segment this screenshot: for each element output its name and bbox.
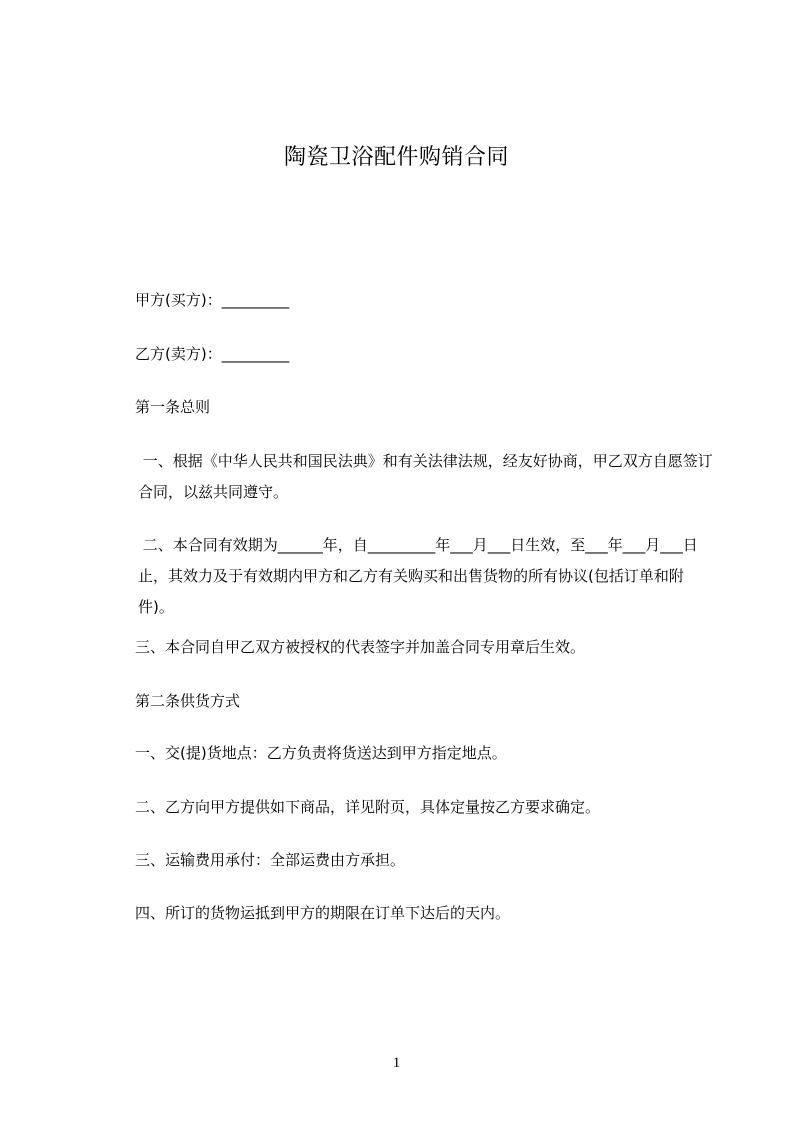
section-heading-supply: 第二条供货方式 xyxy=(135,692,241,710)
party-b-line: 乙方(卖方)：_________ xyxy=(135,345,290,363)
section-heading-general: 第一条总则 xyxy=(135,398,211,416)
clause-1-2: 二、本合同有效期为______年，自_________年___月___日生效，至___年___月___日止，其效力及于有效期内甲方和乙方有关购买和出售货物的所有协议(包括订单和附件)。 xyxy=(138,536,698,616)
clause-2-1: 一、交(提)货地点：乙方负责将货送达到甲方指定地点。 xyxy=(135,744,507,762)
clause-2-3: 三、运输费用承付：全部运费由方承担。 xyxy=(135,851,406,869)
clause-1-1: 一、根据《中华人民共和国民法典》和有关法律法规，经友好协商，甲乙双方自愿签订合同，以兹共同遵守。 xyxy=(138,452,713,501)
clause-2-2: 二、乙方向甲方提供如下商品，详见附页，具体定量按乙方要求确定。 xyxy=(135,798,601,816)
page-number: 1 xyxy=(392,1055,401,1071)
document-title: 陶瓷卫浴配件购销合同 xyxy=(283,145,509,170)
party-a-line: 甲方(买方)：_________ xyxy=(135,291,290,309)
clause-1-3: 三、本合同自甲乙双方被授权的代表签字并加盖合同专用章后生效。 xyxy=(135,638,586,656)
clause-2-4: 四、所订的货物运抵到甲方的期限在订单下达后的天内。 xyxy=(135,904,511,922)
